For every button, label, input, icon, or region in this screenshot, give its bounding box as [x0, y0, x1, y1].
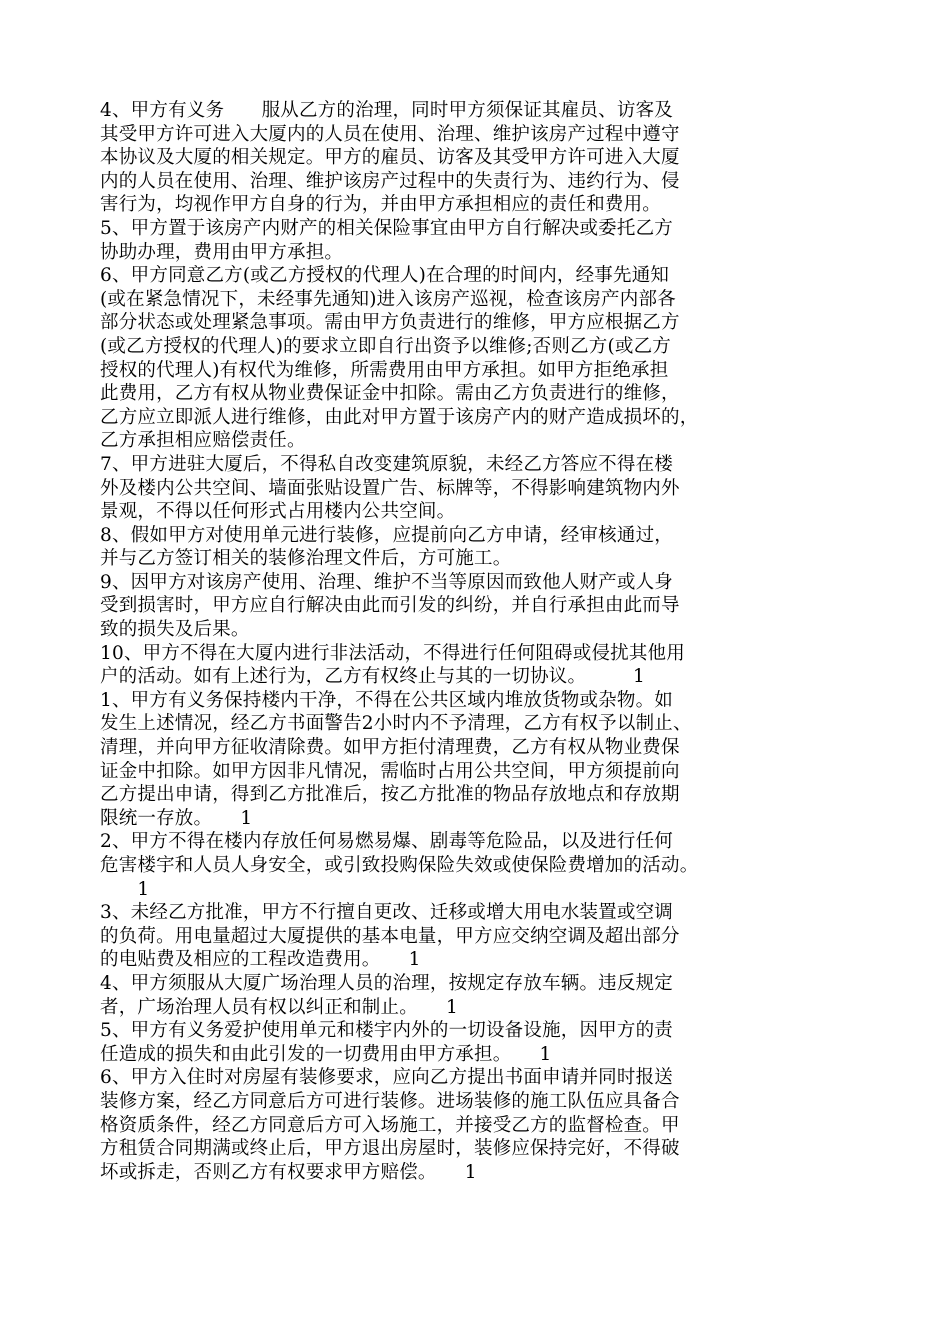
text-line: 受到损害时，甲方应自行解决由此而引发的纠纷，并自行承担由此而导	[100, 595, 680, 617]
text-line: 景观，不得以任何形式占用楼内公共空间。	[100, 501, 456, 523]
text-line: 任造成的损失和由此引发的一切费用由甲方承担。 1	[100, 1043, 552, 1065]
text-line: 10、甲方不得在大厦内进行非法活动，不得进行任何阻碍或侵扰其他用	[100, 642, 685, 664]
text-line: 的负荷。用电量超过大厦提供的基本电量，甲方应交纳空调及超出部分	[100, 925, 680, 947]
text-line: 户的活动。如有上述行为，乙方有权终止与其的一切协议。 1	[100, 666, 646, 688]
document-body	[100, 99, 860, 1184]
text-line: 4、甲方有义务 服从乙方的治理，同时甲方须保证其雇员、访客及	[100, 100, 673, 121]
text-line: 部分状态或处理紧急事项。需由甲方负责进行的维修，甲方应根据乙方	[100, 312, 680, 334]
text-line: 4、甲方须服从大厦广场治理人员的治理，按规定存放车辆。违反规定	[100, 972, 673, 994]
text-line: 格资质条件，经乙方同意后方可入场施工，并接受乙方的监督检查。甲	[100, 1114, 680, 1136]
text-line: 5、甲方置于该房产内财产的相关保险事宜由甲方自行解决或委托乙方	[100, 217, 673, 239]
text-line: 清理，并向甲方征收清除费。如甲方拒付清理费，乙方有权从物业费保	[100, 737, 680, 759]
text-line: 证金中扣除。如甲方因非凡情况，需临时占用公共空间，甲方须提前向	[100, 760, 680, 782]
text-line: 此费用，乙方有权从物业费保证金中扣除。需由乙方负责进行的维修，	[100, 383, 680, 405]
text-line: 1、甲方有义务保持楼内干净，不得在公共区域内堆放货物或杂物。如	[100, 689, 673, 711]
text-line: 致的损失及后果。	[100, 619, 250, 641]
text-line: 危害楼宇和人员人身安全，或引致投购保险失效或使保险费增加的活动。	[100, 855, 699, 876]
text-line: 限统一存放。 1	[100, 807, 253, 829]
text-line: 9、因甲方对该房产使用、治理、维护不当等原因而致他人财产或人身	[100, 571, 673, 593]
text-line: 内的人员在使用、治理、维护该房产过程中的失责行为、违约行为、侵	[100, 170, 680, 192]
text-line: 发生上述情况，经乙方书面警告2小时内不予清理，乙方有权予以制止、	[100, 713, 692, 735]
text-line: 1	[100, 878, 150, 900]
text-line: 者，广场治理人员有权以纠正和制止。 1	[100, 996, 459, 1018]
text-line: 的电贴费及相应的工程改造费用。 1	[100, 949, 421, 971]
text-line: 外及楼内公共空间、墙面张贴设置广告、标牌等，不得影响建筑物内外	[100, 477, 680, 499]
text-line: (或乙方授权的代理人)的要求立即自行出资予以维修;否则乙方(或乙方	[100, 335, 671, 357]
text-line: 5、甲方有义务爱护使用单元和楼宇内外的一切设备设施，因甲方的责	[100, 1020, 673, 1042]
text-line: 协助办理，费用由甲方承担。	[100, 241, 344, 263]
text-line: 7、甲方进驻大厦后，不得私自改变建筑原貌，未经乙方答应不得在楼	[100, 453, 673, 475]
text-line: 并与乙方签订相关的装修治理文件后，方可施工。	[100, 548, 512, 570]
text-line: 乙方承担相应赔偿责任。	[100, 430, 306, 452]
text-line: 8、假如甲方对使用单元进行装修，应提前向乙方申请，经审核通过，	[100, 524, 673, 546]
text-line: 授权的代理人)有权代为维修，所需费用由甲方承担。如甲方拒绝承担	[100, 359, 669, 381]
text-line: 乙方应立即派人进行维修，由此对甲方置于该房产内的财产造成损坏的，	[100, 406, 699, 428]
text-line: 2、甲方不得在楼内存放任何易燃易爆、剧毒等危险品，以及进行任何	[100, 831, 673, 853]
text-line: 6、甲方同意乙方(或乙方授权的代理人)在合理的时间内，经事先通知	[100, 265, 670, 287]
text-line: 坏或拆走，否则乙方有权要求甲方赔偿。 1	[100, 1161, 477, 1183]
text-line: 方租赁合同期满或终止后，甲方退出房屋时，装修应保持完好，不得破	[100, 1138, 680, 1160]
text-line: 6、甲方入住时对房屋有装修要求，应向乙方提出书面申请并同时报送	[100, 1067, 673, 1089]
text-line: 本协议及大厦的相关规定。甲方的雇员、访客及其受甲方许可进入大厦	[100, 147, 680, 169]
text-line: 其受甲方许可进入大厦内的人员在使用、治理、维护该房产过程中遵守	[100, 123, 680, 145]
text-line: 乙方提出申请，得到乙方批准后，按乙方批准的物品存放地点和存放期	[100, 784, 680, 806]
text-line: (或在紧急情况下，未经事先通知)进入该房产巡视，检查该房产内部各	[100, 288, 676, 310]
text-line: 3、未经乙方批准，甲方不行擅自更改、迁移或增大用电水装置或空调	[100, 902, 673, 924]
text-line: 装修方案，经乙方同意后方可进行装修。进场装修的施工队伍应具备合	[100, 1090, 680, 1112]
text-line: 害行为，均视作甲方自身的行为，并由甲方承担相应的责任和费用。	[100, 194, 662, 216]
